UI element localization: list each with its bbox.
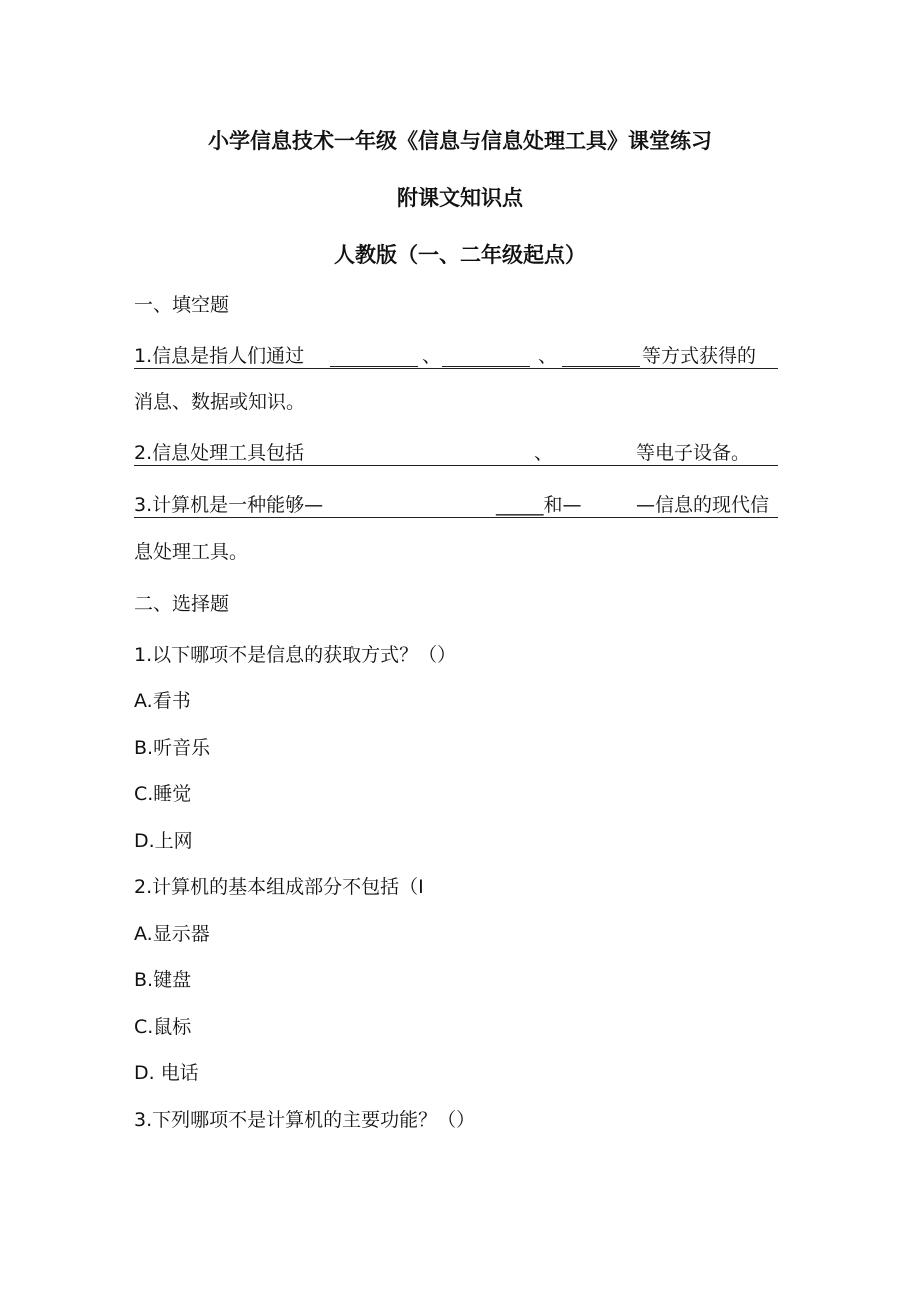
fill-q2-suffix: 等电子设备。 [636,442,751,464]
fill-q1-blank-3 [562,366,640,367]
fill-q3-prefix: 3.计算机是一种能够— [134,494,324,516]
fill-q1-continuation: 消息、数据或知识。 [134,391,306,413]
choice-q1-stem: 1.以下哪项不是信息的获取方式？（） [134,644,457,666]
choice-q3-stem: 3.下列哪项不是计算机的主要功能？（） [134,1109,476,1131]
fill-q3-mid: _____和— [496,494,582,516]
choice-q2-option-a: A.显示器 [134,923,210,945]
fill-q2-sep-1: 、 [534,442,554,464]
fill-q3-continuation: 息处理工具。 [134,541,249,563]
section-heading-choice: 二、选择题 [134,593,230,615]
fill-q1-rule [134,368,778,369]
choice-q1-option-d: D.上网 [134,830,193,852]
choice-q2-option-b: B.键盘 [134,969,192,991]
section-heading-fill-blank: 一、填空题 [134,294,230,316]
fill-q1-prefix: 1.信息是指人们通过 [134,345,305,367]
choice-q1-option-a: A.看书 [134,690,191,712]
edition-label: 人教版（一、二年级起点） [334,243,586,267]
fill-q2-rule [134,465,778,466]
choice-q1-option-b: B.听音乐 [134,737,211,759]
fill-q3-rule [134,517,778,518]
fill-q1-sep-2: 、 [538,345,558,367]
fill-q1-suffix: 等方式获得的 [642,345,757,367]
page-subtitle: 附课文知识点 [397,186,523,210]
fill-q1-sep-1: 、 [422,345,442,367]
choice-q2-option-c: C.鼠标 [134,1016,192,1038]
fill-q3-suffix: —信息的现代信 [636,494,770,516]
fill-q1-blank-1 [330,366,418,367]
choice-q2-option-d: D. 电话 [134,1062,199,1084]
choice-q2-stem: 2.计算机的基本组成部分不包括（I [134,876,424,898]
choice-q1-option-c: C.睡觉 [134,783,192,805]
fill-q2-prefix-text: 2.信息处理工具包括 [134,442,305,464]
page-title: 小学信息技术一年级《信息与信息处理工具》课堂练习 [208,129,712,153]
fill-q1-blank-2 [442,366,530,367]
